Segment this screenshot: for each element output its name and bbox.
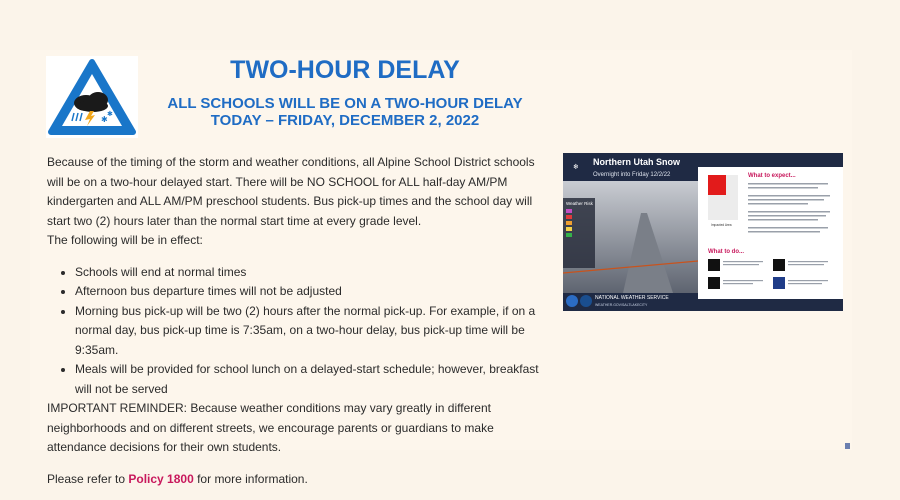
refer-prefix: Please refer to: [47, 471, 129, 486]
subtitle-line-1: ALL SCHOOLS WILL BE ON A TWO-HOUR DELAY: [167, 95, 523, 112]
agency-website: WEATHER.GOV/SALTLAKECITY: [595, 303, 648, 307]
agency-label: NATIONAL WEATHER SERVICE: [595, 295, 669, 301]
svg-text:✱: ✱: [107, 110, 113, 118]
following-label: The following will be in effect:: [47, 233, 203, 247]
list-item: • Meals will be provided for school lunch on a delayed-start schedule; however, breakfast will not be served: [75, 360, 552, 399]
what-to-do-label: What to do...: [708, 249, 744, 255]
page-title: TWO-HOUR DELAY: [230, 56, 460, 84]
svg-text:✱: ✱: [101, 115, 108, 124]
winter-storm-warning-icon: [46, 56, 138, 138]
announcement-body: [47, 153, 552, 489]
graphic-subtitle: Overnight into Friday 12/2/22: [593, 172, 671, 178]
what-to-expect-label: What to expect...: [748, 173, 796, 179]
svg-text:❄: ❄: [573, 163, 579, 171]
list-item: • Morning bus pick-up will be two (2) hours after the normal pick-up. For example, if on a normal day, bus pick-up time is 7:35am, on a two-hour delay, bus pick-up time will be 9:35am.: [75, 302, 552, 361]
list-item: • Schools will end at normal times: [75, 263, 552, 283]
refer-suffix: for more information.: [193, 471, 308, 486]
scroll-indicator: [845, 443, 850, 449]
reminder-paragraph: IMPORTANT REMINDER: Because weather conditions may vary greatly in different neighborhoods and on different streets, we encourage parents or guardians to make attendance decisions for their own students.: [47, 401, 494, 454]
forecast-graphic: [563, 153, 843, 311]
intro-paragraph: Because of the timing of the storm and weather conditions, all Alpine School District schools will be on a two-hour delayed start. There will be NO SCHOOL for ALL half-day AM/PM kindergarten and ALL AM/PM preschool students. Bus pick-up times and the school day will start two (2) hours later than the normal start time at every grade level.: [47, 155, 535, 228]
headline-block: [150, 55, 540, 129]
effects-list: [47, 263, 552, 400]
subtitle-line-2: TODAY – FRIDAY, DECEMBER 2, 2022: [210, 112, 480, 129]
policy-link[interactable]: Policy 1800: [128, 471, 194, 486]
refer-line: [47, 470, 552, 490]
graphic-title: Northern Utah Snow: [593, 157, 680, 167]
list-item: • Afternoon bus departure times will not be adjusted: [75, 282, 552, 302]
weather-risk-label: Weather Risk: [566, 201, 593, 206]
impacted-area-label: Impacted Area: [711, 223, 732, 227]
